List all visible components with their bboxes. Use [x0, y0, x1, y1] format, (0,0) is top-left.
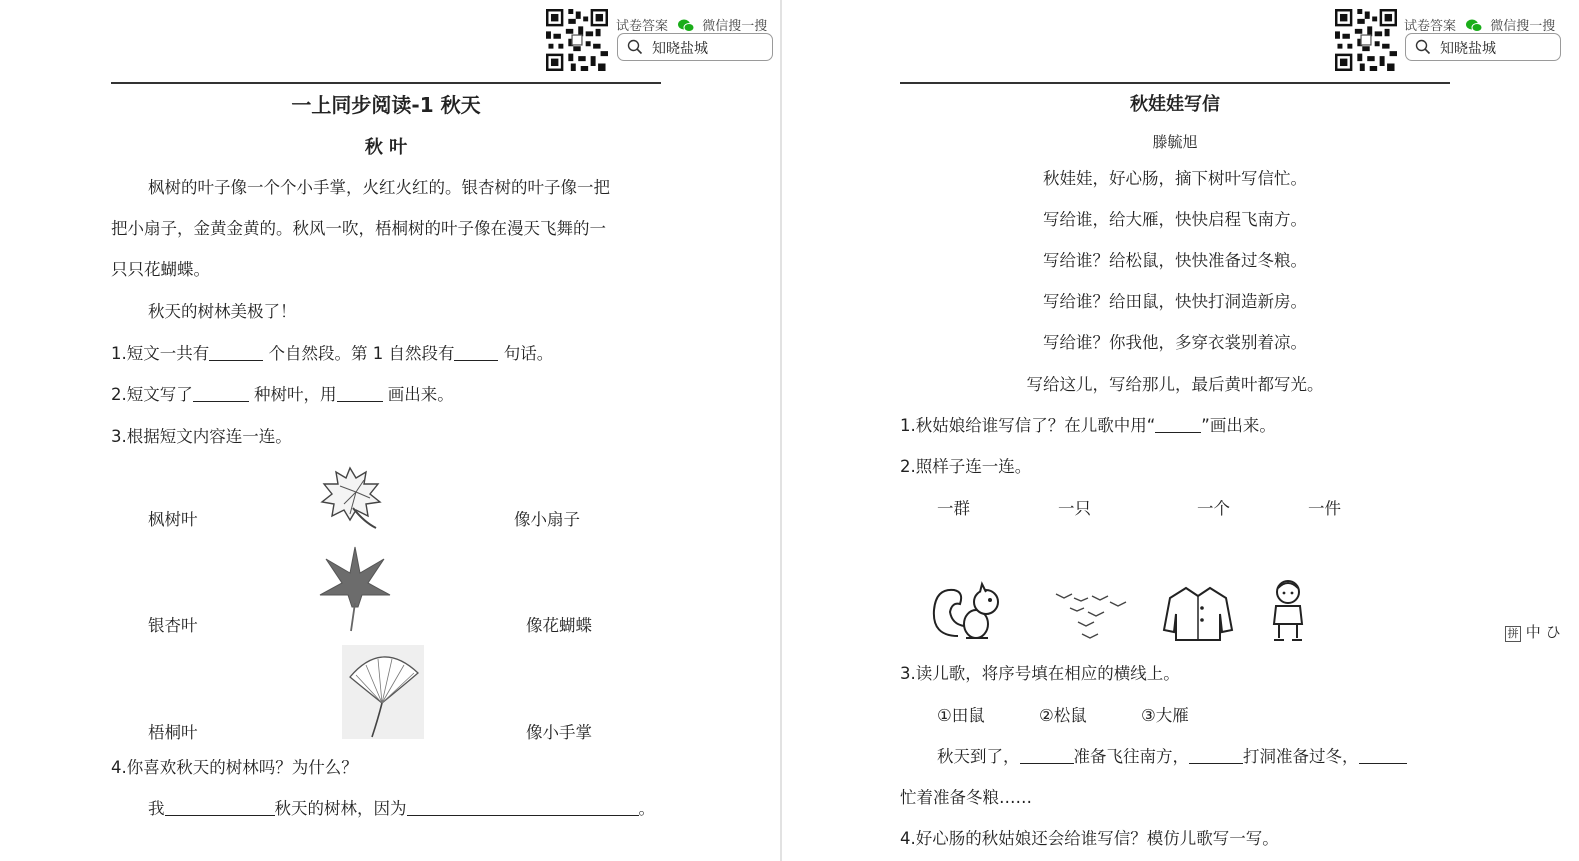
answer-label: 试卷答案 — [1404, 19, 1457, 34]
qr-code-icon — [546, 9, 608, 71]
question-text: 。 — [638, 799, 655, 818]
answer-label: 试卷答案 — [616, 19, 669, 34]
measure-word: 一群 — [937, 499, 970, 518]
geese-flock-icon — [1052, 586, 1132, 644]
match-left-item: 梧桐叶 — [148, 723, 198, 742]
question-text: 打洞准备过冬， — [1243, 747, 1359, 766]
answer-blank[interactable] — [1020, 749, 1074, 764]
left-page — [0, 0, 780, 861]
qr-code-icon — [1335, 9, 1397, 71]
ime-pinyin-indicator[interactable]: 拼 — [1505, 626, 1521, 642]
wechat-search-label: 微信搜一搜 — [1490, 19, 1556, 34]
question-text: 准备飞往南方， — [1073, 747, 1189, 766]
maple-leaf-icon — [318, 543, 392, 633]
question-text: 我 — [148, 799, 165, 818]
poem-line: 写给谁？给松鼠，快快准备过冬粮。 — [1043, 251, 1307, 270]
question-2: 2.照样子连一连。 — [900, 457, 1032, 476]
fill-sentence-cont: 忙着准备冬粮…… — [900, 788, 1032, 807]
poem-author: 滕毓旭 — [1152, 133, 1198, 151]
answer-blank[interactable] — [337, 387, 383, 402]
match-left-item: 枫树叶 — [148, 510, 198, 529]
child-icon — [1268, 578, 1308, 644]
match-right-item: 像小扇子 — [514, 510, 580, 529]
header-label — [616, 15, 767, 34]
sycamore-leaf-icon — [320, 462, 384, 530]
answer-blank[interactable] — [1189, 749, 1243, 764]
question-1 — [900, 416, 1276, 436]
answer-blank[interactable] — [193, 387, 249, 402]
search-box[interactable] — [617, 33, 773, 61]
question-4-answer — [148, 799, 655, 819]
passage-line: 把小扇子，金黄金黄的。秋风一吹，梧桐树的叶子像在漫天飞舞的一 — [111, 219, 606, 238]
question-3: 3.根据短文内容连一连。 — [111, 427, 292, 446]
option-item: ③大雁 — [1141, 706, 1189, 725]
search-box[interactable] — [1405, 33, 1561, 61]
poem-title: 秋娃娃写信 — [1130, 94, 1220, 115]
poem-line: 写给谁，给大雁，快快启程飞南方。 — [1043, 210, 1307, 229]
header-label — [1404, 15, 1555, 34]
answer-blank[interactable] — [209, 346, 263, 361]
header-rule — [900, 82, 1450, 84]
search-text: 知晓盐城 — [1440, 41, 1496, 57]
option-item: ②松鼠 — [1039, 706, 1087, 725]
answer-blank[interactable] — [407, 801, 639, 816]
answer-blank[interactable] — [1359, 749, 1407, 764]
passage-line: 秋天的树林美极了！ — [148, 302, 297, 321]
squirrel-icon — [930, 580, 1006, 644]
measure-word: 一只 — [1058, 499, 1091, 518]
measure-word: 一个 — [1197, 499, 1230, 518]
question-1 — [111, 344, 553, 364]
question-text: 2.短文写了 — [111, 385, 193, 404]
question-text: 画出来。 — [382, 385, 454, 404]
question-text: 句话。 — [498, 344, 554, 363]
search-text: 知晓盐城 — [652, 41, 708, 57]
match-right-item: 像小手掌 — [526, 723, 592, 742]
measure-word: 一件 — [1308, 499, 1341, 518]
right-page — [790, 0, 1579, 861]
ginkgo-leaf-icon — [342, 645, 424, 739]
question-3: 3.读儿歌，将序号填在相应的横线上。 — [900, 664, 1180, 683]
answer-blank[interactable] — [165, 801, 275, 816]
poem-line: 写给这儿，写给那儿，最后黄叶都写光。 — [1026, 375, 1324, 394]
ime-toolbar[interactable] — [1505, 621, 1561, 642]
match-left-item: 银杏叶 — [148, 616, 198, 635]
match-right-item: 像花蝴蝶 — [526, 616, 592, 635]
poem-line: 写给谁？给田鼠，快快打洞造新房。 — [1043, 292, 1307, 311]
passage-line: 只只花蝴蝶。 — [111, 260, 210, 279]
ime-mode-label[interactable]: 中 — [1525, 623, 1541, 641]
answer-blank[interactable] — [1155, 418, 1201, 433]
poem-line: 秋娃娃，好心肠，摘下树叶写信忙。 — [1043, 169, 1307, 188]
search-icon — [1415, 39, 1431, 55]
jacket-icon — [1162, 584, 1234, 644]
wechat-search-label: 微信搜一搜 — [702, 19, 768, 34]
question-4: 4.你喜欢秋天的树林吗？为什么？ — [111, 758, 358, 777]
question-text: 1.秋姑娘给谁写信了？在儿歌中用“ — [900, 416, 1156, 435]
passage-title: 秋 叶 — [364, 137, 408, 158]
page-title: 一上同步阅读-1 秋天 — [291, 93, 481, 117]
poem-line: 写给谁？你我他，多穿衣裳别着凉。 — [1043, 333, 1307, 352]
question-text: 1.短文一共有 — [111, 344, 210, 363]
question-text: 秋天的树林，因为 — [274, 799, 407, 818]
question-text: 秋天到了， — [937, 747, 1020, 766]
answer-blank[interactable] — [454, 346, 498, 361]
question-text: 个自然段。第 1 自然段有 — [263, 344, 455, 363]
ime-extra-icon[interactable]: ひ — [1545, 623, 1561, 641]
question-text: ”画出来。 — [1201, 416, 1276, 435]
search-icon — [627, 39, 643, 55]
question-text: 种树叶，用 — [248, 385, 337, 404]
question-4: 4.好心肠的秋姑娘还会给谁写信？模仿儿歌写一写。 — [900, 829, 1279, 848]
question-2 — [111, 385, 454, 405]
page-divider — [780, 0, 782, 861]
wechat-icon — [1466, 19, 1482, 32]
wechat-icon — [678, 19, 694, 32]
option-item: ①田鼠 — [937, 706, 985, 725]
fill-sentence — [937, 747, 1407, 767]
header-rule — [111, 82, 661, 84]
passage-line: 枫树的叶子像一个个小手掌，火红火红的。银杏树的叶子像一把 — [148, 178, 610, 197]
